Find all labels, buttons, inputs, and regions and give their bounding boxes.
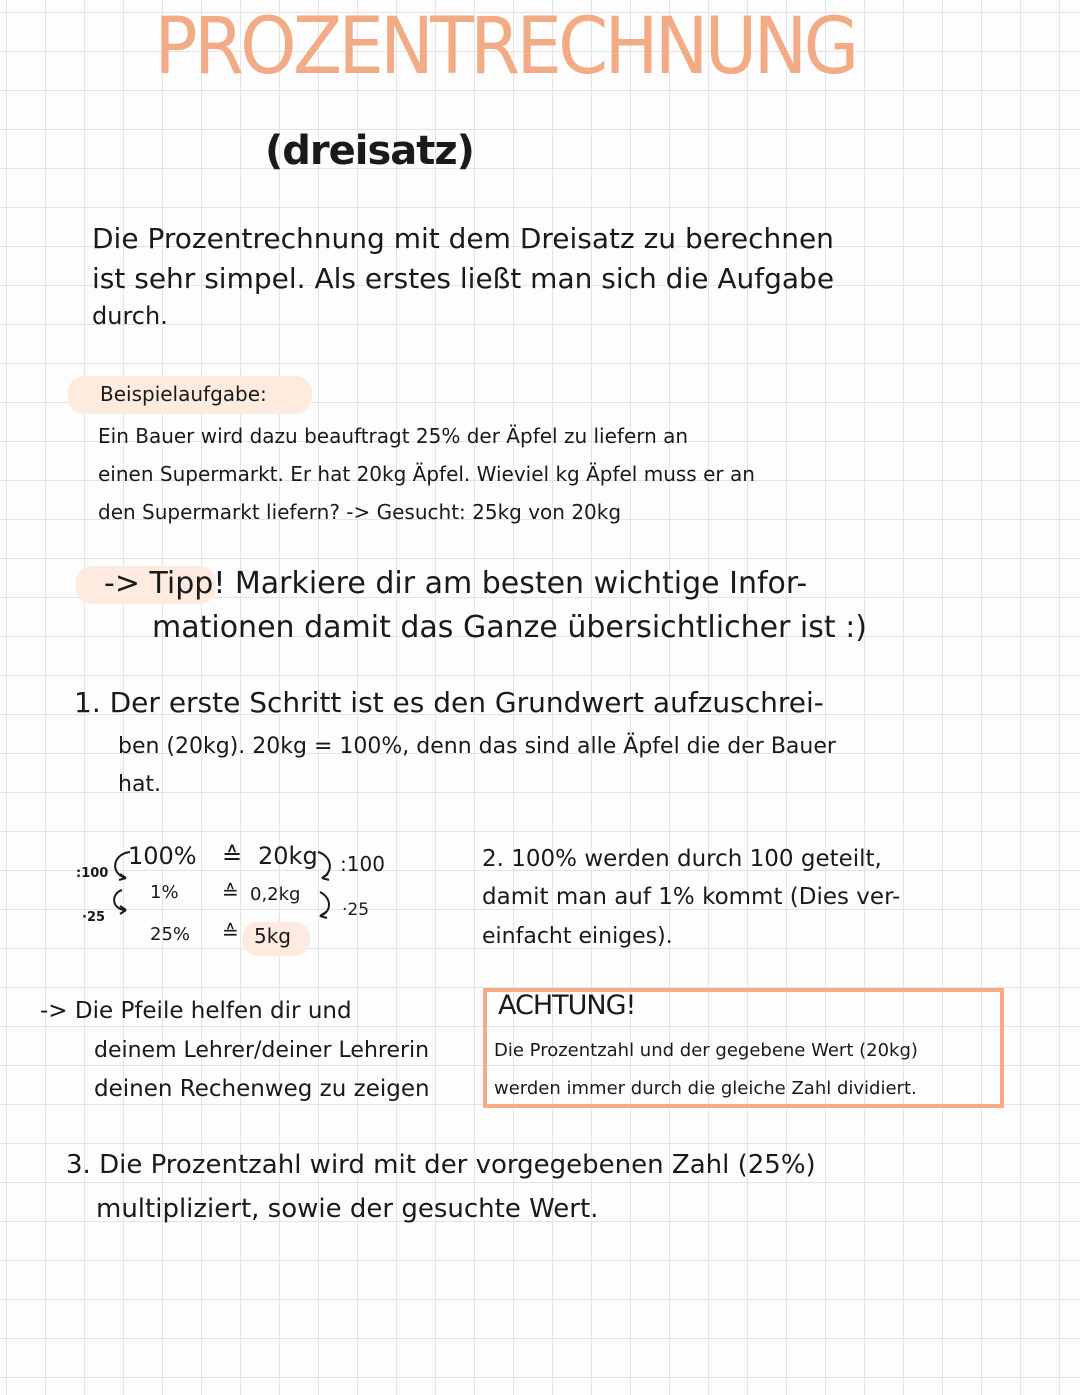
step2-line-1: 2. 100% werden durch 100 geteilt,: [482, 846, 882, 872]
intro-line-3: durch.: [92, 302, 168, 330]
step2-line-3: einfacht einiges).: [482, 924, 673, 949]
example-heading: Beispielaufgabe:: [100, 382, 267, 406]
step3-line-1: 3. Die Prozentzahl wird mit der vorgegebenen Zahl (25%): [66, 1150, 816, 1180]
calc-symbol-3: ≙: [222, 920, 239, 944]
page-title: PROZENTRECHNUNG: [154, 2, 856, 92]
intro-line-2: ist sehr simpel. Als erstes ließt man sich die Aufgabe: [92, 262, 835, 295]
calc-left-op-1: :100: [76, 866, 109, 881]
step2-line-2: damit man auf 1% kommt (Dies ver-: [482, 884, 901, 910]
intro-line-1: Die Prozentrechnung mit dem Dreisatz zu berechnen: [92, 222, 834, 255]
calc-percent-1: 100%: [128, 842, 197, 870]
example-line-2: einen Supermarkt. Er hat 20kg Äpfel. Wieviel kg Äpfel muss er an: [98, 462, 755, 486]
tip-line-1: -> Tipp! Markiere dir am besten wichtige Infor-: [104, 566, 808, 601]
calc-percent-2: 1%: [150, 882, 179, 903]
calc-value-3: 5kg: [254, 924, 292, 948]
step1-line-1: 1. Der erste Schritt ist es den Grundwert aufzuschrei-: [74, 686, 824, 719]
calc-symbol-2: ≙: [222, 880, 239, 904]
calc-value-2: 0,2kg: [250, 884, 301, 905]
achtung-heading: ACHTUNG!: [498, 990, 636, 1021]
tip-line-2: mationen damit das Ganze übersichtlicher ist :): [152, 610, 868, 645]
calc-right-op-1: :100: [340, 852, 385, 876]
example-line-3: den Supermarkt liefern? -> Gesucht: 25kg von 20kg: [98, 500, 622, 524]
arrows-note-line-3: deinen Rechenweg zu zeigen: [94, 1076, 430, 1102]
step1-line-3: hat.: [118, 772, 162, 797]
step1-line-2: ben (20kg). 20kg = 100%, denn das sind alle Äpfel die der Bauer: [118, 734, 836, 759]
calc-symbol-1: ≙: [222, 842, 243, 870]
calc-percent-3: 25%: [150, 924, 191, 945]
step3-line-2: multipliziert, sowie der gesuchte Wert.: [96, 1194, 599, 1224]
arrows-note-line-1: -> Die Pfeile helfen dir und: [40, 998, 352, 1024]
achtung-line-1: Die Prozentzahl und der gegebene Wert (20kg): [494, 1040, 918, 1061]
calc-right-op-2: ·25: [342, 900, 370, 920]
example-line-1: Ein Bauer wird dazu beauftragt 25% der Äpfel zu liefern an: [98, 424, 689, 448]
arrows-note-line-2: deinem Lehrer/deiner Lehrerin: [94, 1038, 430, 1063]
subtitle: (dreisatz): [265, 128, 474, 174]
achtung-line-2: werden immer durch die gleiche Zahl dividiert.: [494, 1078, 917, 1099]
calc-left-op-2: ·25: [82, 910, 106, 925]
calc-value-1: 20kg: [258, 842, 318, 870]
